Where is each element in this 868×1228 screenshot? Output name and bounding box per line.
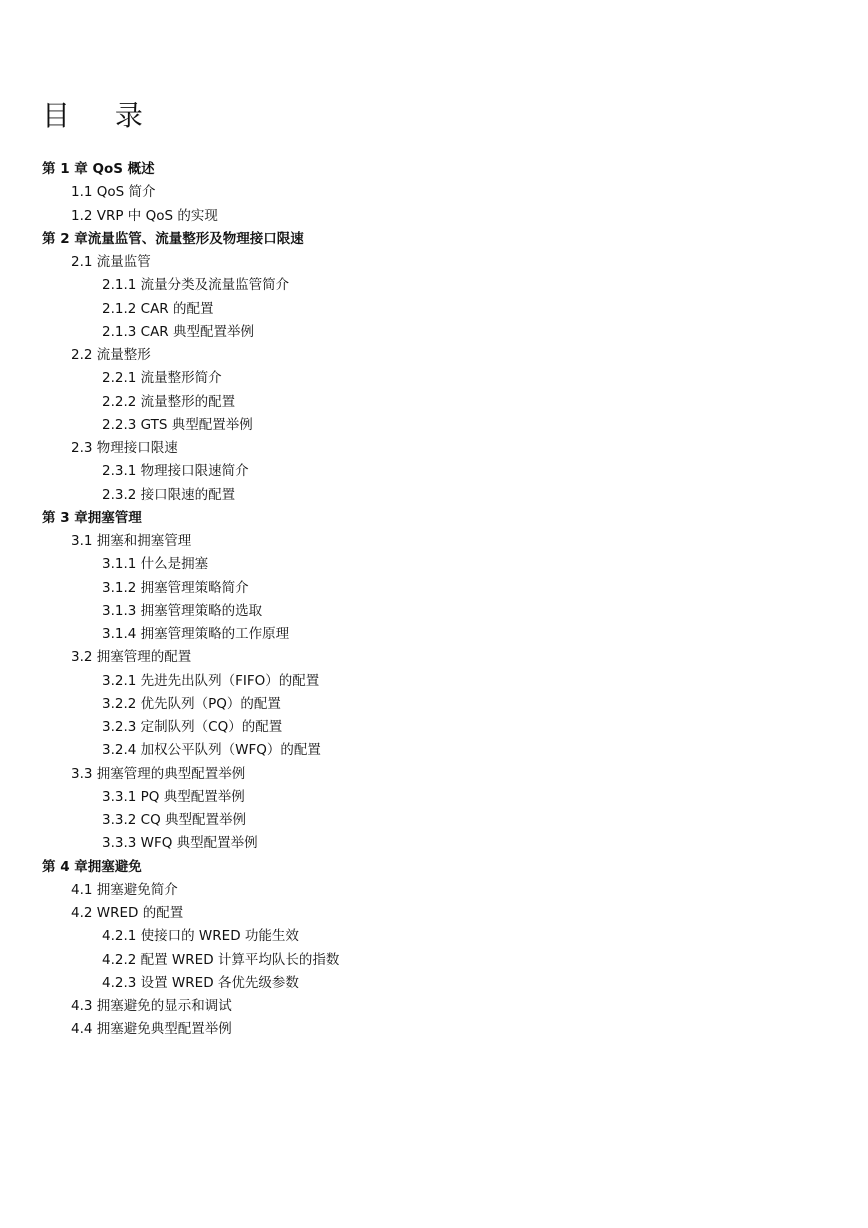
toc-subsection-entry[interactable]: 2.1.3 CAR 典型配置举例 xyxy=(102,323,254,340)
toc-chapter-entry[interactable]: 第 1 章 QoS 概述 xyxy=(42,161,155,177)
toc-section-entry[interactable]: 4.2 WRED 的配置 xyxy=(71,905,184,921)
toc-subsection-entry[interactable]: 3.2.4 加权公平队列（WFQ）的配置 xyxy=(102,742,321,759)
toc-subsection-entry[interactable]: 3.3.3 WFQ 典型配置举例 xyxy=(102,835,258,852)
toc-subsection-entry[interactable]: 2.1.1 流量分类及流量监管简介 xyxy=(102,277,290,294)
toc-subsection-entry[interactable]: 2.3.1 物理接口限速简介 xyxy=(102,463,249,480)
toc-subsection-entry[interactable]: 3.2.1 先进先出队列（FIFO）的配置 xyxy=(102,672,320,689)
toc-section-entry[interactable]: 4.1 拥塞避免简介 xyxy=(71,881,178,898)
toc-chapter-entry[interactable]: 第 2 章流量监管、流量整形及物理接口限速 xyxy=(42,230,304,247)
toc-subsection-entry[interactable]: 2.2.3 GTS 典型配置举例 xyxy=(102,416,253,433)
toc-section-entry[interactable]: 4.3 拥塞避免的显示和调试 xyxy=(71,998,232,1014)
table-of-contents xyxy=(0,158,868,1042)
toc-subsection-entry[interactable]: 2.2.2 流量整形的配置 xyxy=(102,393,236,410)
toc-section-entry[interactable]: 2.2 流量整形 xyxy=(71,347,151,363)
toc-subsection-entry[interactable]: 2.2.1 流量整形简介 xyxy=(102,370,222,387)
toc-section-entry[interactable]: 2.3 物理接口限速 xyxy=(71,440,178,456)
toc-chapter-entry[interactable]: 第 3 章拥塞管理 xyxy=(42,509,142,526)
toc-subsection-entry[interactable]: 3.1.1 什么是拥塞 xyxy=(102,556,209,573)
toc-section-entry[interactable]: 1.2 VRP 中 QoS 的实现 xyxy=(71,207,218,224)
toc-subsection-entry[interactable]: 2.3.2 接口限速的配置 xyxy=(102,486,236,503)
toc-section-entry[interactable]: 3.2 拥塞管理的配置 xyxy=(71,649,192,666)
toc-subsection-entry[interactable]: 3.3.2 CQ 典型配置举例 xyxy=(102,812,246,828)
toc-chapter-entry[interactable]: 第 4 章拥塞避免 xyxy=(42,858,142,875)
toc-section-entry[interactable]: 2.1 流量监管 xyxy=(71,254,151,270)
toc-subsection-entry[interactable]: 4.2.1 使接口的 WRED 功能生效 xyxy=(102,928,299,945)
toc-subsection-entry[interactable]: 3.1.4 拥塞管理策略的工作原理 xyxy=(102,626,290,642)
toc-subsection-entry[interactable]: 3.1.2 拥塞管理策略简介 xyxy=(102,579,249,596)
toc-subsection-entry[interactable]: 3.2.3 定制队列（CQ）的配置 xyxy=(102,719,283,735)
toc-section-entry[interactable]: 1.1 QoS 简介 xyxy=(71,184,156,201)
toc-subsection-entry[interactable]: 2.1.2 CAR 的配置 xyxy=(102,300,214,317)
toc-subsection-entry[interactable]: 3.1.3 拥塞管理策略的选取 xyxy=(102,602,263,619)
toc-section-entry[interactable]: 4.4 拥塞避免典型配置举例 xyxy=(71,1021,232,1038)
toc-section-entry[interactable]: 3.3 拥塞管理的典型配置举例 xyxy=(71,765,246,782)
toc-subsection-entry[interactable]: 4.2.2 配置 WRED 计算平均队长的指数 xyxy=(102,951,340,968)
toc-subsection-entry[interactable]: 4.2.3 设置 WRED 各优先级参数 xyxy=(102,974,299,991)
toc-section-entry[interactable]: 3.1 拥塞和拥塞管理 xyxy=(71,533,192,549)
toc-subsection-entry[interactable]: 3.3.1 PQ 典型配置举例 xyxy=(102,788,245,805)
page-title: 目 录 xyxy=(42,99,161,132)
toc-subsection-entry[interactable]: 3.2.2 优先队列（PQ）的配置 xyxy=(102,695,281,712)
